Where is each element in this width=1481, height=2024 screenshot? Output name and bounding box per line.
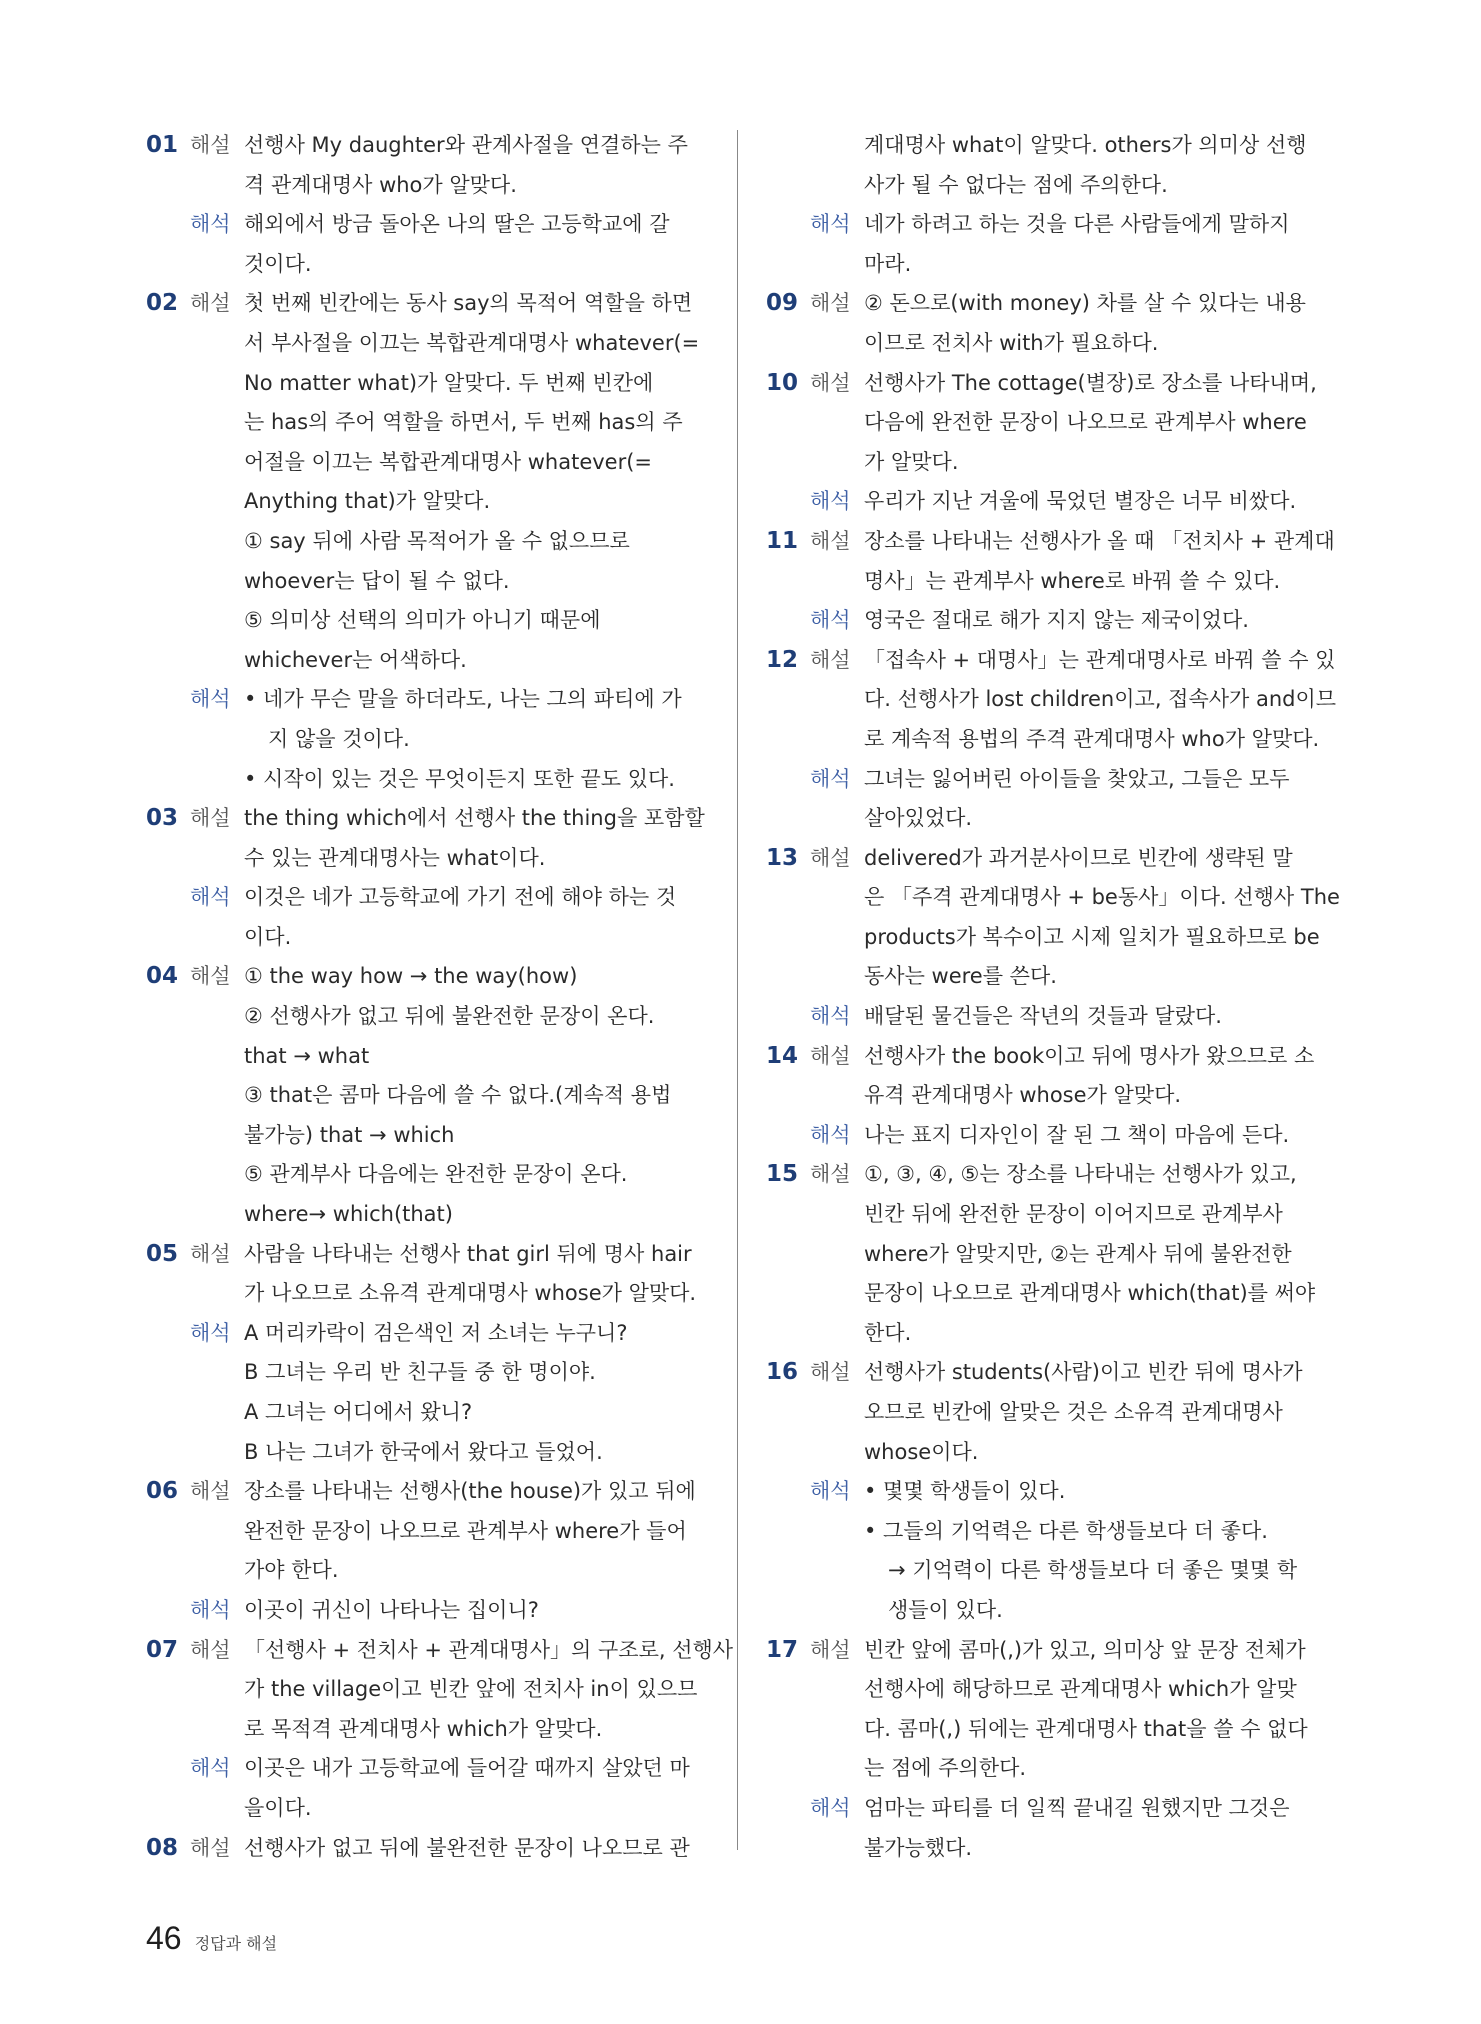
- line-text: 선행사 My daughter와 관계사절을 연결하는 주: [244, 133, 688, 157]
- line-text: 다음에 완전한 문장이 나오므로 관계부사 where: [864, 410, 1307, 435]
- explanation-label: 해설: [810, 528, 851, 553]
- question-number: 09: [766, 290, 799, 317]
- text-line: [146, 1512, 706, 1552]
- text-line: [766, 1393, 1336, 1433]
- explanation-label: 해설: [190, 1479, 231, 1504]
- question-number: 17: [766, 1636, 799, 1663]
- text-line: [146, 1116, 706, 1156]
- text-line: [766, 1670, 1336, 1710]
- text-line: [766, 1116, 1336, 1156]
- text-line: [766, 1710, 1336, 1750]
- line-text: → 기억력이 다른 학생들보다 더 좋은 몇몇 학: [888, 1558, 1298, 1583]
- line-text: 은 「주격 관계대명사 + be동사」이다. 선행사 The: [864, 885, 1340, 910]
- text-line: [146, 1353, 706, 1393]
- line-text: 나는 표지 디자인이 잘 된 그 책이 마음에 든다.: [864, 1122, 1290, 1147]
- question-number: 10: [766, 369, 799, 396]
- text-line: [146, 1037, 706, 1077]
- text-line: [146, 1631, 734, 1671]
- line-text: 생들이 있다.: [888, 1597, 1003, 1622]
- line-text: 해외에서 방금 돌아온 나의 딸은 고등학교에 갈: [244, 212, 670, 237]
- explanation-label: 해설: [190, 806, 231, 831]
- line-text: • 네가 무슨 말을 하더라도, 나는 그의 파티에 가: [244, 687, 682, 712]
- line-text: 완전한 문장이 나오므로 관계부사 where가 들어: [244, 1518, 687, 1543]
- text-line: [146, 601, 706, 641]
- line-text: where가 알맞지만, ②는 관계사 뒤에 불완전한: [864, 1241, 1292, 1266]
- line-text: whoever는 답이 될 수 없다.: [244, 568, 510, 593]
- translation-label: 해석: [810, 212, 851, 237]
- text-line: [146, 1551, 706, 1591]
- line-text: ② 선행사가 없고 뒤에 불완전한 문장이 온다.: [244, 1004, 655, 1029]
- line-text: ⑤ 의미상 선택의 의미가 아니기 때문에: [244, 608, 601, 633]
- text-line: [146, 680, 706, 720]
- line-text: 배달된 물건들은 작년의 것들과 달랐다.: [864, 1004, 1222, 1029]
- line-text: 것이다.: [244, 251, 312, 276]
- question-number: 02: [146, 290, 179, 317]
- page-number: 46: [146, 1920, 182, 1956]
- text-line: [766, 720, 1336, 760]
- translation-label: 해석: [190, 687, 231, 712]
- text-line: [146, 1195, 706, 1235]
- line-text: 네가 하려고 하는 것을 다른 사람들에게 말하지: [864, 212, 1290, 237]
- text-line: [766, 1195, 1336, 1235]
- line-text: 영국은 절대로 해가 지지 않는 제국이었다.: [864, 608, 1249, 633]
- question-number: 07: [146, 1636, 179, 1663]
- explanation-label: 해설: [190, 1637, 231, 1662]
- text-line: [146, 1591, 706, 1631]
- translation-label: 해석: [810, 1122, 851, 1147]
- line-text: ① say 뒤에 사람 목적어가 올 수 없으므로: [244, 528, 630, 553]
- text-line: [766, 997, 1336, 1037]
- question-number: 13: [766, 844, 799, 871]
- text-line: [146, 166, 706, 206]
- text-line: [146, 1710, 706, 1750]
- line-text: 가 알맞다.: [864, 449, 959, 474]
- explanation-label: 해설: [810, 1637, 851, 1662]
- translation-label: 해석: [190, 885, 231, 910]
- text-line: [766, 799, 1336, 839]
- explanation-label: 해설: [810, 1360, 851, 1385]
- text-line: [146, 522, 706, 562]
- text-line: [146, 1749, 706, 1789]
- question-number: 15: [766, 1161, 799, 1188]
- line-text: 가 the village이고 빈칸 앞에 전치사 in이 있으므: [244, 1677, 698, 1702]
- text-line: [146, 1235, 706, 1275]
- text-line: [766, 1274, 1336, 1314]
- explanation-label: 해설: [810, 647, 851, 672]
- translation-label: 해석: [810, 489, 851, 514]
- line-text: 그녀는 잃어버린 아이들을 찾았고, 그들은 모두: [864, 766, 1290, 791]
- line-text: 지 않을 것이다.: [268, 726, 410, 751]
- line-text: whichever는 어색하다.: [244, 647, 467, 672]
- explanation-label: 해설: [190, 1241, 231, 1266]
- text-line: [146, 443, 706, 483]
- text-line: [766, 601, 1336, 641]
- line-text: 오므로 빈칸에 알맞은 것은 소유격 관계대명사: [864, 1400, 1283, 1424]
- text-line: [766, 562, 1336, 602]
- text-line: [766, 205, 1336, 245]
- question-number: 03: [146, 805, 179, 832]
- text-line: [766, 364, 1336, 404]
- column-divider: [737, 130, 738, 1850]
- line-text: 마라.: [864, 251, 912, 276]
- text-line: [766, 1789, 1336, 1829]
- text-line: [766, 1155, 1336, 1195]
- translation-label: 해석: [810, 1479, 851, 1504]
- line-text: ⑤ 관계부사 다음에는 완전한 문장이 온다.: [244, 1162, 628, 1187]
- line-text: 서 부사절을 이끄는 복합관계대명사 whatever(=: [244, 330, 700, 355]
- translation-label: 해석: [190, 1597, 231, 1622]
- line-text: B 그녀는 우리 반 친구들 중 한 명이야.: [244, 1360, 596, 1385]
- line-text: whose이다.: [864, 1439, 979, 1464]
- line-text: 을이다.: [244, 1795, 312, 1820]
- text-line: [146, 1393, 706, 1433]
- text-line: [766, 918, 1336, 958]
- text-line: [766, 760, 1336, 800]
- text-line: [766, 1829, 1336, 1869]
- text-line: [146, 562, 706, 602]
- question-number: 14: [766, 1042, 799, 1069]
- text-line: [766, 878, 1340, 918]
- explanation-label: 해설: [190, 964, 231, 989]
- line-text: ② 돈으로(with money) 차를 살 수 있다는 내용: [864, 291, 1306, 316]
- text-line: [146, 1789, 706, 1829]
- text-line: [146, 1274, 706, 1314]
- text-line: [766, 1076, 1336, 1116]
- translation-label: 해석: [190, 212, 231, 237]
- question-number: 04: [146, 963, 179, 990]
- text-line: [146, 799, 706, 839]
- line-text: 엄마는 파티를 더 일찍 끝내길 원했지만 그것은: [864, 1795, 1290, 1820]
- line-text: • 그들의 기억력은 다른 학생들보다 더 좋다.: [864, 1518, 1268, 1543]
- explanation-label: 해설: [190, 1835, 231, 1860]
- text-line: [146, 878, 706, 918]
- line-text: 이것은 네가 고등학교에 가기 전에 해야 하는 것: [244, 885, 677, 910]
- text-line: [766, 166, 1336, 206]
- line-text: B 나는 그녀가 한국에서 왔다고 들었어.: [244, 1439, 603, 1464]
- text-line: [766, 957, 1336, 997]
- line-text: 이곳이 귀신이 나타나는 집이니?: [244, 1597, 539, 1622]
- line-text: 문장이 나오므로 관계대명사 which(that)를 써야: [864, 1281, 1316, 1306]
- line-text: 불가능했다.: [864, 1835, 973, 1860]
- question-number: 12: [766, 646, 799, 673]
- text-line: [146, 997, 706, 1037]
- line-text: 「접속사 + 대명사」는 관계대명사로 바꿔 쓸 수 있: [864, 647, 1336, 672]
- line-text: 우리가 지난 겨울에 묵었던 별장은 너무 비쌌다.: [864, 489, 1297, 514]
- text-line: [766, 1591, 1336, 1631]
- line-text: ③ that은 콤마 다음에 쓸 수 없다.(계속적 용법: [244, 1083, 672, 1108]
- line-text: A 그녀는 어디에서 왔니?: [244, 1400, 473, 1424]
- footer-label: 정답과 해설: [194, 1934, 278, 1953]
- text-line: [146, 760, 706, 800]
- explanation-label: 해설: [810, 1043, 851, 1068]
- line-text: ①, ③, ④, ⑤는 장소를 나타내는 선행사가 있고,: [864, 1162, 1297, 1187]
- text-line: [766, 1314, 1336, 1354]
- text-line: [146, 205, 706, 245]
- text-line: [146, 839, 706, 879]
- line-text: ① the way how → the way(how): [244, 964, 578, 989]
- text-line: [146, 324, 706, 364]
- translation-label: 해석: [810, 1795, 851, 1820]
- explanation-label: 해설: [190, 133, 231, 157]
- line-text: 유격 관계대명사 whose가 알맞다.: [864, 1083, 1182, 1108]
- line-text: 동사는 were를 쓴다.: [864, 964, 1057, 989]
- question-number: 06: [146, 1478, 179, 1505]
- line-text: 로 목적격 관계대명사 which가 알맞다.: [244, 1716, 603, 1741]
- text-line: [146, 1314, 706, 1354]
- text-line: [766, 1353, 1336, 1393]
- question-number: 11: [766, 527, 799, 554]
- line-text: 는 점에 주의한다.: [864, 1756, 1027, 1781]
- explanation-label: 해설: [810, 1162, 851, 1187]
- text-line: [766, 1631, 1336, 1671]
- line-text: • 시작이 있는 것은 무엇이든지 또한 끝도 있다.: [244, 766, 675, 791]
- text-line: [766, 1551, 1336, 1591]
- text-line: [146, 126, 706, 166]
- translation-label: 해석: [810, 1004, 851, 1029]
- line-text: 다. 콤마(,) 뒤에는 관계대명사 that을 쓸 수 없다: [864, 1716, 1308, 1741]
- line-text: A 머리카락이 검은색인 저 소녀는 누구니?: [244, 1320, 628, 1345]
- text-line: [146, 1076, 706, 1116]
- text-line: [146, 245, 706, 285]
- line-text: 이다.: [244, 924, 292, 949]
- line-text: Anything that)가 알맞다.: [244, 489, 491, 514]
- translation-label: 해석: [190, 1320, 231, 1345]
- text-line: [146, 482, 706, 522]
- question-number: 01: [146, 132, 179, 158]
- line-text: • 몇몇 학생들이 있다.: [864, 1479, 1066, 1504]
- text-line: [766, 284, 1336, 324]
- line-text: 계대명사 what이 알맞다. others가 의미상 선행: [864, 133, 1307, 157]
- line-text: 장소를 나타내는 선행사가 올 때 「전치사 + 관계대: [864, 528, 1335, 553]
- line-text: 선행사가 the book이고 뒤에 명사가 왔으므로 소: [864, 1043, 1315, 1068]
- line-text: 첫 번째 빈칸에는 동사 say의 목적어 역할을 하면: [244, 291, 693, 316]
- line-text: 다. 선행사가 lost children이고, 접속사가 and이므: [864, 687, 1337, 712]
- text-line: [766, 126, 1336, 166]
- line-text: 선행사가 The cottage(별장)로 장소를 나타내며,: [864, 370, 1317, 395]
- question-number: 08: [146, 1834, 179, 1861]
- question-number: 16: [766, 1359, 799, 1386]
- text-line: [146, 720, 706, 760]
- text-line: [766, 443, 1336, 483]
- text-line: [146, 1472, 706, 1512]
- text-line: [766, 482, 1336, 522]
- line-text: that → what: [244, 1043, 370, 1068]
- line-text: 선행사가 없고 뒤에 불완전한 문장이 나오므로 관: [244, 1835, 690, 1860]
- line-text: 로 계속적 용법의 주격 관계대명사 who가 알맞다.: [864, 726, 1320, 751]
- line-text: 빈칸 앞에 콤마(,)가 있고, 의미상 앞 문장 전체가: [864, 1637, 1306, 1662]
- line-text: delivered가 과거분사이므로 빈칸에 생략된 말: [864, 845, 1293, 870]
- line-text: the thing which에서 선행사 the thing을 포함할: [244, 806, 705, 831]
- line-text: 불가능) that → which: [244, 1122, 455, 1147]
- right-column: [766, 126, 1340, 1868]
- text-line: [766, 680, 1336, 720]
- line-text: products가 복수이고 시제 일치가 필요하므로 be: [864, 924, 1320, 949]
- text-line: [766, 522, 1336, 562]
- line-text: 명사」는 관계부사 where로 바꿔 쓸 수 있다.: [864, 568, 1281, 593]
- explanation-label: 해설: [810, 370, 851, 395]
- explanation-label: 해설: [810, 845, 851, 870]
- line-text: 선행사에 해당하므로 관계대명사 which가 알맞: [864, 1677, 1297, 1702]
- line-text: 이므로 전치사 with가 필요하다.: [864, 330, 1159, 355]
- line-text: 「선행사 + 전치사 + 관계대명사」의 구조로, 선행사: [244, 1637, 734, 1662]
- page-footer: [146, 1918, 277, 1958]
- line-text: No matter what)가 알맞다. 두 번째 빈칸에: [244, 370, 654, 395]
- text-line: [766, 324, 1336, 364]
- explanation-label: 해설: [190, 291, 231, 316]
- text-line: [766, 839, 1336, 879]
- text-line: [146, 1829, 706, 1869]
- translation-label: 해석: [190, 1756, 231, 1781]
- question-number: 05: [146, 1240, 179, 1267]
- line-text: 사람을 나타내는 선행사 that girl 뒤에 명사 hair: [244, 1241, 692, 1266]
- line-text: 선행사가 students(사람)이고 빈칸 뒤에 명사가: [864, 1360, 1303, 1385]
- line-text: 빈칸 뒤에 완전한 문장이 이어지므로 관계부사: [864, 1202, 1283, 1227]
- line-text: 한다.: [864, 1320, 912, 1345]
- text-line: [146, 918, 706, 958]
- line-text: 격 관계대명사 who가 알맞다.: [244, 172, 517, 197]
- line-text: 살아있었다.: [864, 806, 973, 831]
- translation-label: 해석: [810, 608, 851, 633]
- text-line: [146, 364, 706, 404]
- line-text: 가 나오므로 소유격 관계대명사 whose가 알맞다.: [244, 1281, 697, 1306]
- explanation-label: 해설: [810, 291, 851, 316]
- line-text: where→ which(that): [244, 1202, 453, 1227]
- text-line: [766, 1512, 1336, 1552]
- text-line: [146, 641, 706, 681]
- left-column: [146, 126, 734, 1868]
- text-line: [766, 641, 1336, 681]
- text-line: [146, 957, 706, 997]
- text-line: [766, 1235, 1336, 1275]
- line-text: 어절을 이끄는 복합관계대명사 whatever(=: [244, 449, 653, 474]
- text-line: [766, 1749, 1336, 1789]
- line-text: 수 있는 관계대명사는 what이다.: [244, 845, 546, 870]
- line-text: 가야 한다.: [244, 1558, 339, 1583]
- line-text: 이곳은 내가 고등학교에 들어갈 때까지 살았던 마: [244, 1756, 690, 1781]
- line-text: 장소를 나타내는 선행사(the house)가 있고 뒤에: [244, 1479, 696, 1504]
- text-line: [766, 1472, 1336, 1512]
- text-line: [766, 245, 1336, 285]
- translation-label: 해석: [810, 766, 851, 791]
- line-text: 사가 될 수 없다는 점에 주의한다.: [864, 172, 1168, 197]
- text-line: [146, 1433, 706, 1473]
- text-line: [146, 403, 706, 443]
- text-line: [146, 1155, 706, 1195]
- text-line: [146, 1670, 706, 1710]
- text-line: [146, 284, 706, 324]
- line-text: 는 has의 주어 역할을 하면서, 두 번째 has의 주: [244, 410, 683, 435]
- text-line: [766, 1433, 1336, 1473]
- text-line: [766, 1037, 1336, 1077]
- text-line: [766, 403, 1336, 443]
